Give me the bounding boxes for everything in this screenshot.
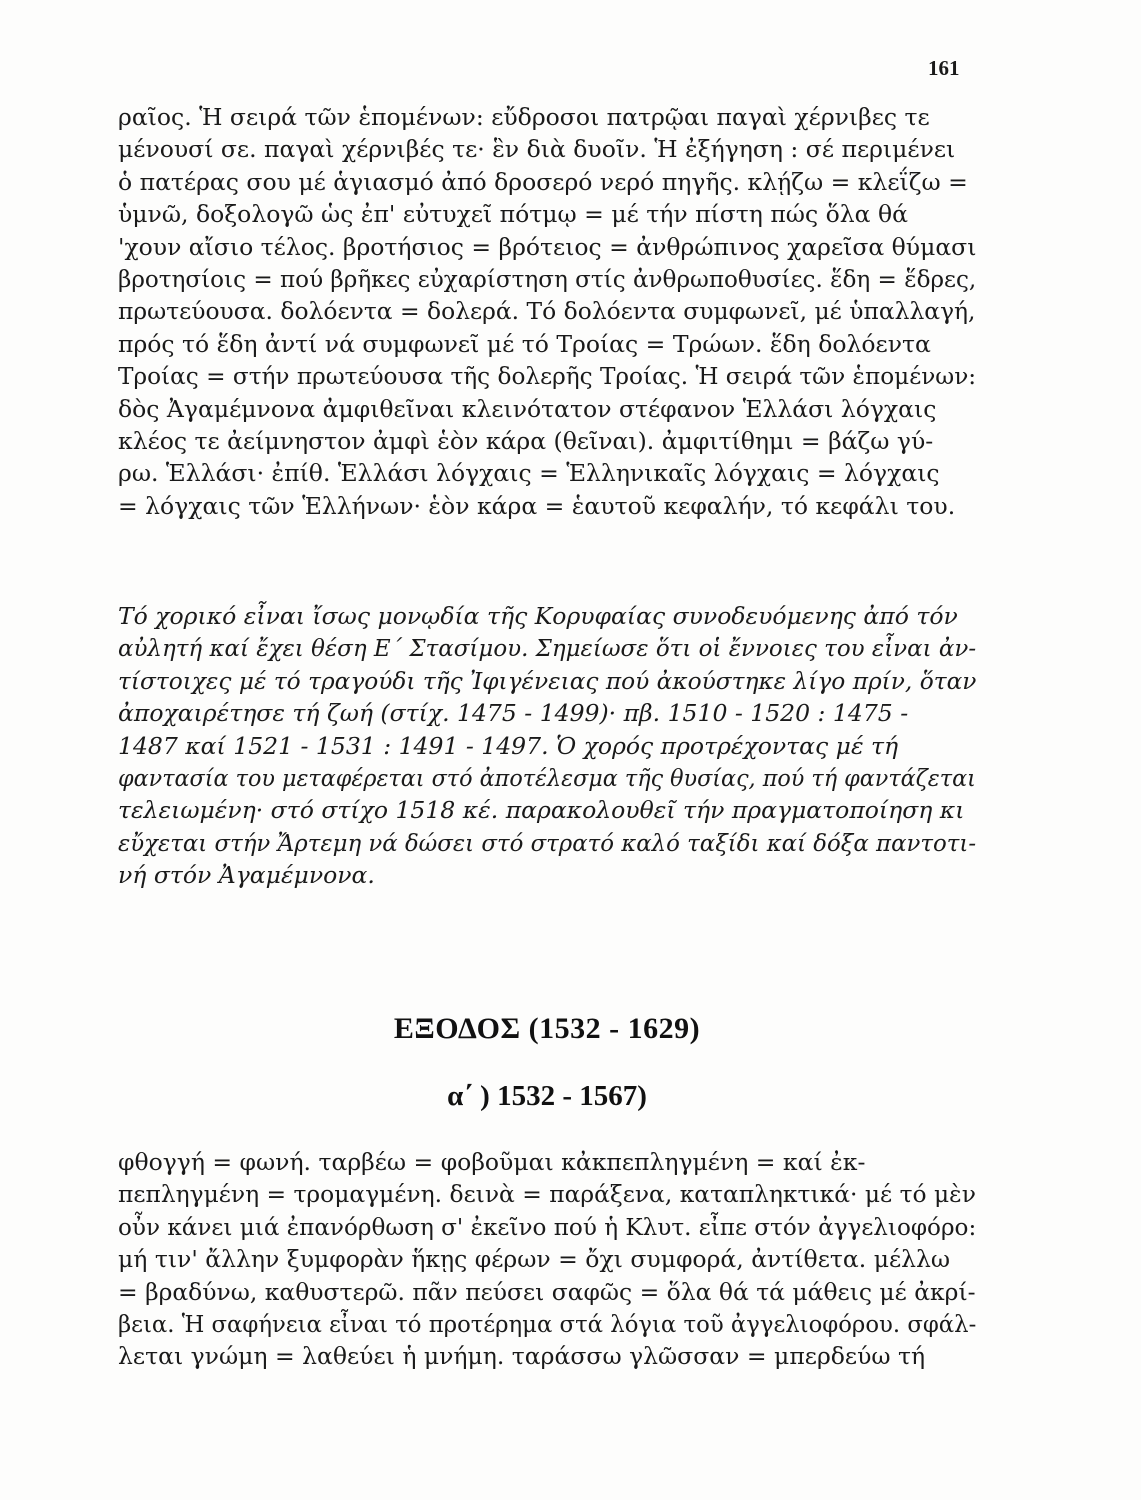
text-line: = βραδύνω, καθυστερῶ. πᾶν πεύσει σαφῶς = ὅλα θά τά μάθεις μέ ἀκρί- bbox=[118, 1277, 976, 1306]
text-line: τελειωμένη· στό στίχο 1518 κέ. παρακολουθεῖ τήν πραγματοποίηση κι bbox=[118, 796, 965, 825]
text-line: ραῖος. Ἡ σειρά τῶν ἑπομένων: εὔδροσοι πατρῷαι παγαὶ χέρνιβες τε bbox=[118, 103, 930, 131]
text-line: αὐλητή καί ἔχει θέση Ε΄ Στασίμου. Σημείωσε ὅτι οἱ ἔννοιες του εἶναι ἀν- bbox=[118, 634, 976, 663]
text-line: πρός τό ἕδη ἀντί νά συμφωνεῖ μέ τό Τροίας = Τρώων. ἕδη δολόεντα bbox=[118, 329, 931, 358]
text-line: εὔχεται στήν Ἄρτεμη νά δώσει στό στρατό καλό ταξίδι καί δόξα παντοτι- bbox=[118, 828, 976, 857]
page-number: 161 bbox=[928, 56, 960, 80]
commentary-paragraph-1 bbox=[118, 101, 976, 522]
text-line: πεπληγμένη = τρομαγμένη. δεινὰ = παράξενα, καταπληκτικά· μέ τό μὲν bbox=[118, 1180, 976, 1209]
text-line: μή τιν' ἄλλην ξυμφορὰν ἥκῃς φέρων = ὄχι συμφορά, ἀντίθετα. μέλλω bbox=[118, 1245, 951, 1274]
commentary-paragraph-3 bbox=[118, 1146, 976, 1373]
text-line: ὑμνῶ, δοξολογῶ ὡς ἐπ' εὐτυχεῖ πότμῳ = μέ τήν πίστη πώς ὅλα θά bbox=[118, 200, 908, 229]
text-line: ρω. Ἑλλάσι· ἐπίθ. Ἑλλάσι λόγχαις = Ἑλληνικαῖς λόγχαις = λόγχαις bbox=[118, 459, 940, 488]
text-line: φαντασία του μεταφέρεται στό ἀποτέλεσμα τῆς θυσίας, πού τή φαντάζεται bbox=[118, 764, 976, 793]
text-line: δὸς Ἀγαμέμνονα ἀμφιθεῖναι κλεινότατον στέφανον Ἑλλάσι λόγχαις bbox=[118, 394, 937, 423]
text-line: βεια. Ἡ σαφήνεια εἶναι τό προτέρημα στά λόγια τοῦ ἀγγελιοφόρου. σφάλ- bbox=[118, 1310, 976, 1339]
text-line: μένουσί σε. παγαὶ χέρνιβές τε· ἓν διὰ δυοῖν. Ἡ ἐξήγηση : σέ περιμένει bbox=[118, 135, 956, 164]
text-line: = λόγχαις τῶν Ἑλλήνων· ἑὸν κάρα = ἑαυτοῦ κεφαλήν, τό κεφάλι του. bbox=[118, 491, 956, 520]
section-heading: ΕΞΟΔΟΣ (1532 - 1629) bbox=[393, 1012, 701, 1045]
text-line: ὁ πατέρας σου μέ ἁγιασμό ἀπό δροσερό νερό πηγῆς. κλῄζω = κλεΐζω = bbox=[118, 167, 968, 196]
text-line: τίστοιχες μέ τό τραγούδι τῆς Ἰφιγένειας πού ἀκούστηκε λίγο πρίν, ὅταν bbox=[118, 666, 976, 695]
text-line: ἀποχαιρέτησε τή ζωή (στίχ. 1475 - 1499)· πβ. 1510 - 1520 : 1475 - bbox=[118, 699, 909, 728]
text-line: Τροίας = στήν πρωτεύουσα τῆς δολερῆς Τροίας. Ἡ σειρά τῶν ἑπομένων: bbox=[118, 362, 976, 391]
text-line: οὖν κάνει μιά ἐπανόρθωση σ' ἐκεῖνο πού ἡ Κλυτ. εἶπε στόν ἀγγελιοφόρο: bbox=[118, 1212, 976, 1241]
text-line: κλέος τε ἀείμνηστον ἀμφὶ ἑὸν κάρα (θεῖναι). ἀμφιτίθημι = βάζω γύ- bbox=[118, 427, 934, 456]
subsection-heading: α΄ ) 1532 - 1567) bbox=[447, 1080, 647, 1112]
commentary-paragraph-2 bbox=[118, 600, 976, 892]
text-line: 1487 καί 1521 - 1531 : 1491 - 1497. Ὁ χορός προτρέχοντας μέ τή bbox=[118, 731, 899, 760]
text-line: νή στόν Ἀγαμέμνονα. bbox=[118, 861, 375, 890]
text-line: Τό χορικό εἶναι ἴσως μονῳδία τῆς Κορυφαίας συνοδευόμενης ἀπό τόν bbox=[118, 602, 958, 630]
text-line: λεται γνώμη = λαθεύει ἡ μνήμη. ταράσσω γλῶσσαν = μπερδεύω τή bbox=[118, 1342, 926, 1371]
text-line: πρωτεύουσα. δολόεντα = δολερά. Τό δολόεντα συμφωνεῖ, μέ ὑπαλλαγή, bbox=[118, 297, 976, 326]
text-line: 'χουν αἴσιο τέλος. βροτήσιος = βρότειος = ἀνθρώπινος χαρεῖσα θύμασι bbox=[118, 232, 976, 261]
text-line: βροτησίοις = πού βρῆκες εὐχαρίστηση στίς ἀνθρωποθυσίες. ἕδη = ἕδρες, bbox=[118, 265, 976, 294]
text-line: φθογγή = φωνή. ταρβέω = φοβοῦμαι κἀκπεπληγμένη = καί ἐκ- bbox=[118, 1148, 866, 1176]
